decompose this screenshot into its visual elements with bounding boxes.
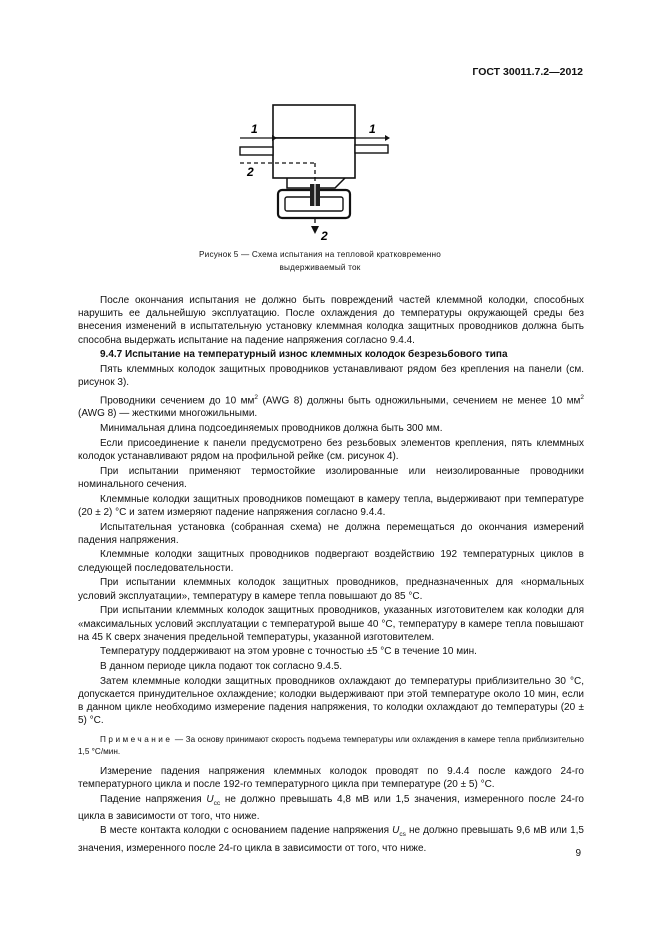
label-1-right: 1	[369, 122, 376, 136]
paragraph: Если присоединение к панели предусмотрено без резьбовых элементов крепления, пять клеммных колодок устанавливают рядом на профильной рейке (см. рисунок 4).	[78, 437, 584, 463]
section-heading: 9.4.7 Испытание на температурный износ клеммных колодок безрезьбового типа	[100, 349, 508, 361]
paragraph: После окончания испытания не должно быть повреждений частей клеммной колодки, способных нарушить ее дальнейшую эксплуатацию. После охлаждения до температуры окружающей среды без внесения изменений в испытательную установку клеммная колодка защитных проводников должна быть способна выдержать испытание на падение напряжения согласно 9.4.4.	[78, 295, 584, 346]
paragraph: При испытании клеммных колодок защитных проводников, указанных изготовителем как колодки для «максимальных условий эксплуатации с температурой выше 40 °С, температуру в камере тепла повышают на 45 К сверх значения предельной температуры, указанной изготовителем.	[78, 605, 584, 643]
caption-line-1: Рисунок 5 — Схема испытания на тепловой кратковременно	[199, 250, 441, 259]
paragraph: Испытательная установка (собранная схема) не должна перемещаться до окончания измерений падения напряжения.	[78, 521, 584, 546]
label-1-left: 1	[251, 122, 258, 136]
paragraph: Проводники сечением до 10 $мм^2$ (AWG 8) должны быть одножильными, сечением не менее 10 $мм^2$ (AWG 8) — жесткими многожильными.	[78, 393, 585, 420]
paragraph: Затем клеммные колодки защитных проводников охлаждают до температуры приблизительно 30 °С, допускается принудительное охлаждение; колодки выдерживают при этой температуре около 10 мин, если в данном цикле необходимо измерение падения напряжения, то колодки охлаждают до температуры (20 ± 5) °С.	[78, 675, 584, 727]
paragraph: Измерение падения напряжения клеммных колодок проводят по 9.4.4 после каждого 24-го температурного цикла и после 192-го температурного цикла при температуре (20 ± 5) °С.	[78, 765, 584, 790]
paragraph: Клеммные колодки защитных проводников помещают в камеру тепла, выдерживают при температуре (20 ± 2) °С и затем измеряют падение напряжения согласно 9.4.4.	[78, 493, 584, 518]
label-2-left: 2	[247, 165, 254, 179]
test-diagram	[225, 100, 425, 250]
paragraph: Температуру поддерживают на этом уровне с точностью ±5 °С в течение 10 мин.	[100, 646, 477, 658]
note: Примечание — За основу принимают скорость подъема температуры или охлаждения в камере тепла приблизительно 1,5 °С/мин.	[78, 734, 584, 756]
caption-line-2: выдерживаемый ток	[279, 263, 361, 272]
page-number: 9	[575, 848, 581, 859]
paragraph: Пять клеммных колодок защитных проводников устанавливают рядом без крепления на панели (см. рисунок 3).	[78, 364, 584, 389]
standard-header: ГОСТ 30011.7.2—2012	[472, 66, 583, 78]
terminal-block-body	[273, 138, 355, 178]
note-label: Примечание	[100, 734, 173, 744]
arrow-down-2	[311, 226, 319, 234]
document-body	[78, 294, 584, 856]
paragraph: При испытании применяют термостойкие изолированные или неизолированные проводники номинального сечения.	[78, 465, 584, 490]
conductor-right	[355, 145, 388, 153]
paragraph: Падение напряжения $U_{cc}$ не должно превышать 4,8 мВ или 1,5 значения, измеренного после 24-го цикла в зависимости от того, что ниже.	[78, 793, 584, 822]
paragraph: При испытании клеммных колодок защитных проводников, предназначенных для «нормальных условий эксплуатации», температуру в камере тепла повышают до 85 °С.	[78, 577, 584, 602]
figure-caption	[150, 248, 490, 274]
paragraph: В месте контакта колодки с основанием падение напряжения $U_{cs}$ не должно превышать 9,6 мВ или 1,5 значения, измеренного после 24-го цикла в зависимости от того, что ниже.	[78, 825, 584, 854]
paragraph: Клеммные колодки защитных проводников подвергают воздействию 192 температурных циклов в следующей последовательности.	[78, 549, 584, 574]
paragraph: Минимальная длина подсоединяемых проводников должна быть 300 мм.	[100, 423, 443, 435]
conductor-left	[240, 147, 273, 155]
label-2-bottom: 2	[321, 229, 328, 243]
paragraph: В данном периоде цикла подают ток согласно 9.4.5.	[100, 661, 343, 673]
terminal-block-top	[273, 105, 355, 138]
